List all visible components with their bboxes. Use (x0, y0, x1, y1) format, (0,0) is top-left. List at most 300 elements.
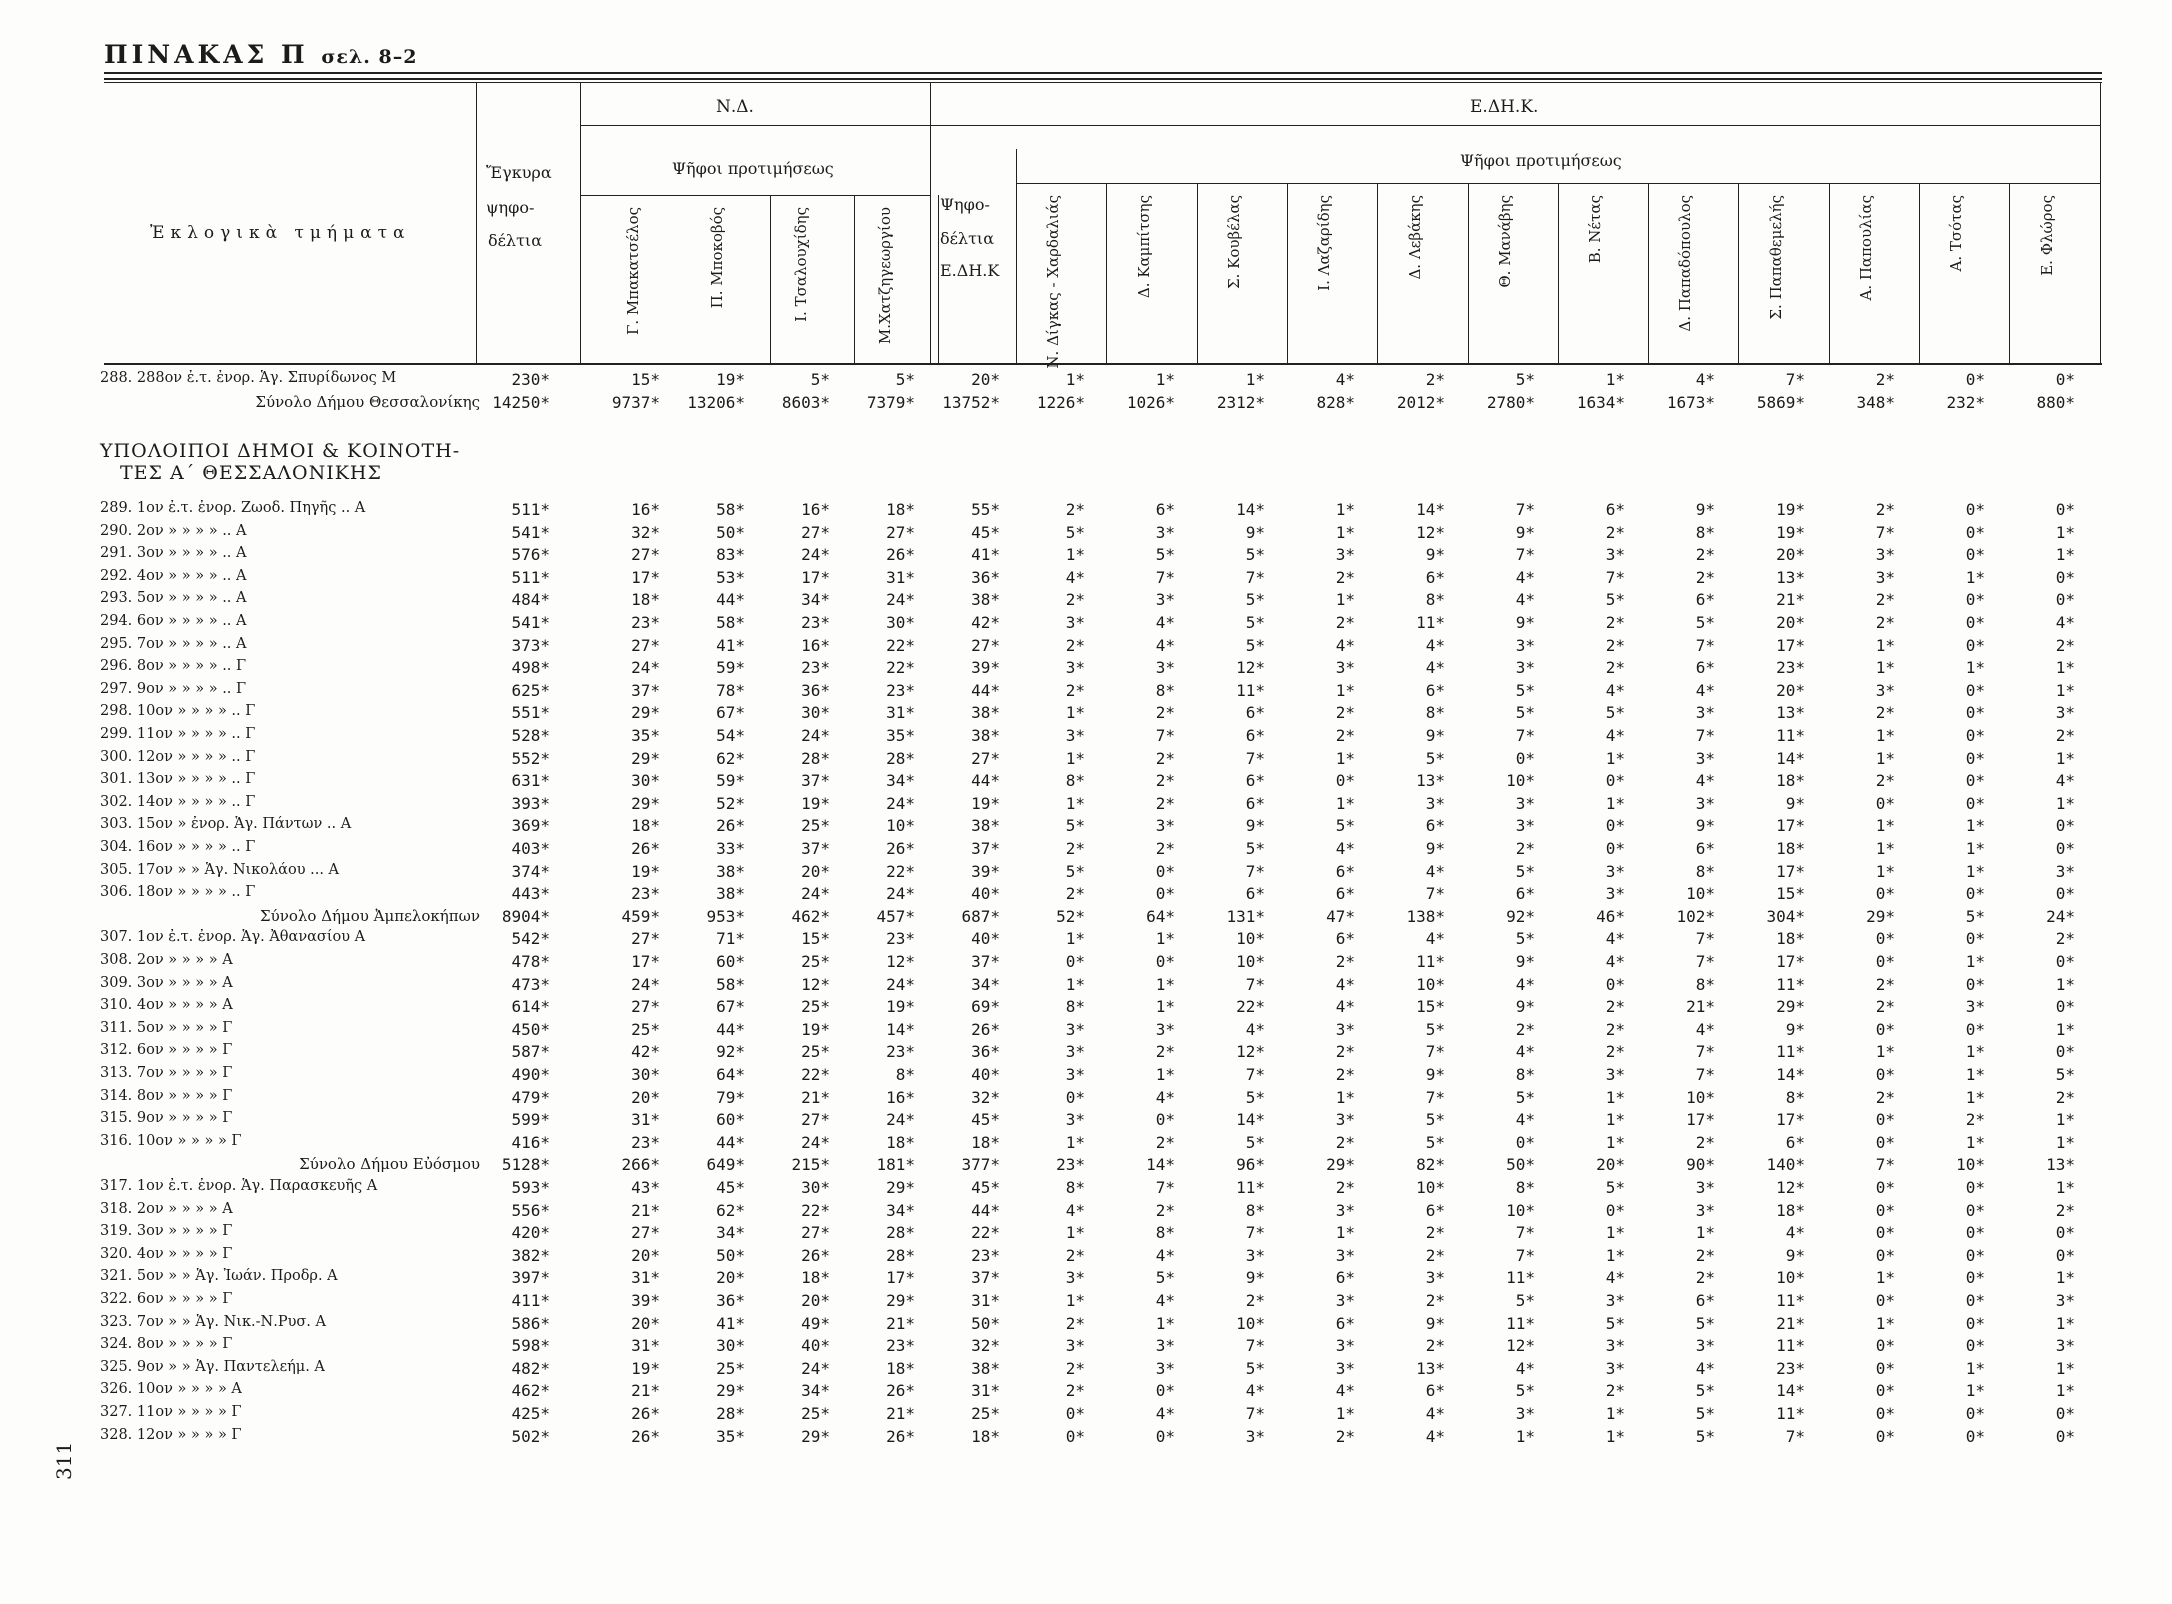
vote-cell: 4* (2055, 771, 2075, 791)
valid-ballots-header-2: ψηφο- (486, 198, 535, 217)
vote-cell: 4* (1695, 680, 1715, 700)
vote-cell: 7* (1515, 726, 1535, 745)
section-heading: ΥΠΟΛΟΙΠΟΙ ΔΗΜΟΙ & ΚΟΙΝΟΤΗ- (100, 440, 461, 462)
vote-cell: 2* (1875, 997, 1895, 1017)
vote-cell: 880* (2036, 392, 2075, 412)
vote-cell: 511* (511, 567, 550, 587)
vote-cell: 44* (716, 1132, 745, 1152)
vote-cell: 5* (1695, 1404, 1715, 1423)
vote-cell: 2* (1335, 1178, 1355, 1197)
vote-cell: 23* (801, 613, 830, 632)
vote-cell: 2* (1335, 1426, 1355, 1446)
section-name: 288. 288ον ἐ.τ. ἐνορ. Ἁγ. Σπυρίδωνος Μ (100, 370, 397, 386)
vote-cell: 15* (801, 929, 830, 949)
vote-cell: 27* (971, 635, 1000, 655)
table-row (100, 1314, 2110, 1336)
vote-cell: 8* (1065, 997, 1085, 1017)
table-row (100, 816, 2110, 838)
vote-cell: 10* (1686, 1087, 1715, 1107)
vote-cell: 9* (1425, 726, 1445, 745)
vote-cell: 5* (1695, 1426, 1715, 1446)
table-row (100, 1201, 2110, 1223)
vote-cell: 3* (1065, 1019, 1085, 1039)
vote-cell: 55* (971, 500, 1000, 519)
table-row (100, 1088, 2110, 1110)
vote-cell: 34* (886, 1200, 915, 1220)
vote-cell: 1* (1155, 997, 1175, 1017)
vote-cell: 25* (801, 997, 830, 1017)
vote-cell: 11* (1776, 1291, 1805, 1310)
vote-cell: 411* (511, 1291, 550, 1310)
vote-cell: 1* (1335, 793, 1355, 813)
vote-cell: 26* (631, 1404, 660, 1423)
vote-cell: 1* (1605, 748, 1625, 768)
vote-cell: 4* (1605, 929, 1625, 949)
vote-cell: 2* (1605, 997, 1625, 1017)
vote-cell: 3* (1065, 613, 1085, 632)
vote-cell: 38* (971, 590, 1000, 610)
vote-cell: 0* (2055, 1042, 2075, 1062)
vote-cell: 0* (1965, 500, 1985, 519)
vote-cell: 21* (631, 1381, 660, 1401)
vote-cell: 13752* (942, 392, 1000, 412)
vote-cell: 3* (1605, 1291, 1625, 1310)
vote-cell: 4* (1605, 1268, 1625, 1288)
vote-cell: 0* (1875, 1426, 1895, 1446)
vote-cell: 1* (1335, 500, 1355, 519)
vote-cell: 1* (2055, 1110, 2075, 1130)
vote-cell: 6* (1425, 1381, 1445, 1401)
vote-cell: 54* (716, 726, 745, 745)
edik-ballots-header-1: Ψηφο- (940, 195, 990, 214)
vote-cell: 31* (631, 1336, 660, 1356)
vote-cell: 7* (1245, 567, 1265, 587)
vote-cell: 5* (1605, 703, 1625, 723)
vote-cell: 3* (1875, 545, 1895, 565)
vote-cell: 25* (801, 816, 830, 836)
vote-cell: 348* (1856, 392, 1895, 412)
vote-cell: 1* (1605, 793, 1625, 813)
vote-cell: 26* (631, 839, 660, 858)
divider (1558, 183, 1559, 363)
vote-cell: 31* (886, 703, 915, 723)
vote-cell: 2* (1875, 703, 1895, 723)
vote-cell: 58* (716, 974, 745, 994)
vote-cell: 1* (1605, 1245, 1625, 1265)
vote-cell: 3* (1875, 680, 1895, 700)
vote-cell: 1* (2055, 1358, 2075, 1378)
vote-cell: 2* (1695, 567, 1715, 587)
vote-cell: 50* (716, 1245, 745, 1265)
vote-cell: 7* (1155, 1178, 1175, 1197)
vote-cell: 1* (1965, 1132, 1985, 1152)
vote-cell: 6* (1155, 500, 1175, 519)
vote-cell: 6* (1425, 680, 1445, 700)
vote-cell: 14* (1776, 748, 1805, 768)
vote-cell: 5* (1245, 635, 1265, 655)
vote-cell: 0* (1515, 1132, 1535, 1152)
vote-cell: 1673* (1666, 392, 1715, 412)
vote-cell: 462* (511, 1381, 550, 1401)
vote-cell: 12* (1236, 658, 1265, 678)
vote-cell: 5* (1515, 703, 1535, 723)
vote-cell: 0* (1965, 1268, 1985, 1288)
vote-cell: 3* (1065, 1268, 1085, 1288)
vote-cell: 25* (801, 952, 830, 971)
divider (2009, 183, 2010, 363)
vote-cell: 14* (886, 1019, 915, 1039)
vote-cell: 2* (1155, 1042, 1175, 1062)
vote-cell: 2312* (1216, 392, 1265, 412)
vote-cell: 1* (1965, 839, 1985, 858)
vote-cell: 0* (1965, 635, 1985, 655)
vote-cell: 1226* (1036, 392, 1085, 412)
vote-cell: 0* (1875, 1065, 1895, 1084)
vote-cell: 8* (1245, 1200, 1265, 1220)
table-row (100, 703, 2110, 725)
vote-cell: 7* (1605, 567, 1625, 587)
vote-cell: 45* (716, 1178, 745, 1197)
vote-cell: 24* (886, 974, 915, 994)
section-name: 296. 8ον » » » » .. Γ (100, 658, 247, 675)
vote-cell: 2* (1065, 635, 1085, 655)
vote-cell: 1* (1335, 680, 1355, 700)
vote-cell: 5* (1515, 370, 1535, 389)
vote-cell: 15* (1776, 884, 1805, 904)
vote-cell: 92* (1506, 906, 1535, 926)
vote-cell: 3* (1065, 726, 1085, 745)
vote-cell: 17* (631, 567, 660, 587)
vote-cell: 6* (1335, 1313, 1355, 1333)
vote-cell: 1* (1965, 1381, 1985, 1401)
vote-cell: 12* (1776, 1178, 1805, 1197)
vote-cell: 4* (1425, 1404, 1445, 1423)
section-name: 306. 18ον » » » » .. Γ (100, 884, 256, 901)
vote-cell: 457* (876, 906, 915, 926)
vote-cell: 6* (1695, 590, 1715, 610)
vote-cell: 5* (1425, 1132, 1445, 1152)
vote-cell: 6* (1695, 1291, 1715, 1310)
vote-cell: 1* (1875, 1268, 1895, 1288)
vote-cell: 416* (511, 1132, 550, 1152)
table-row (100, 997, 2110, 1019)
vote-cell: 5* (1515, 861, 1535, 881)
divider (1106, 183, 1107, 363)
vote-cell: 12* (1506, 1336, 1535, 1356)
vote-cell: 4* (1425, 658, 1445, 678)
vote-cell: 0* (1155, 1426, 1175, 1446)
vote-cell: 2* (1155, 748, 1175, 768)
vote-cell: 24* (801, 1132, 830, 1152)
vote-cell: 10* (1776, 1268, 1805, 1288)
vote-cell: 5* (2055, 1065, 2075, 1084)
vote-cell: 7* (1695, 1042, 1715, 1062)
vote-cell: 230* (511, 370, 550, 389)
divider (580, 195, 930, 196)
vote-cell: 38* (716, 861, 745, 881)
total-row (100, 1155, 2110, 1177)
vote-cell: 511* (511, 500, 550, 519)
vote-cell: 1* (1605, 370, 1625, 389)
vote-cell: 2* (1695, 1245, 1715, 1265)
vote-cell: 30* (886, 613, 915, 632)
vote-cell: 38* (716, 884, 745, 904)
vote-cell: 4* (1245, 1381, 1265, 1401)
vote-cell: 20* (971, 370, 1000, 389)
vote-cell: 0* (1875, 952, 1895, 971)
divider (2100, 83, 2101, 363)
vote-cell: 498* (511, 658, 550, 678)
vote-cell: 2* (1335, 1042, 1355, 1062)
total-row (100, 907, 2110, 929)
vote-cell: 1* (1065, 793, 1085, 813)
vote-cell: 3* (1605, 1358, 1625, 1378)
table-row (100, 839, 2110, 861)
vote-cell: 2* (2055, 929, 2075, 949)
edik-candidate-name: Α. Παπουλίας (1857, 195, 1875, 301)
vote-cell: 27* (631, 545, 660, 565)
vote-cell: 1* (1065, 370, 1085, 389)
section-name: 302. 14ον » » » » .. Γ (100, 793, 256, 810)
vote-cell: 1* (1605, 1132, 1625, 1152)
vote-cell: 10* (1236, 952, 1265, 971)
vote-cell: 528* (511, 726, 550, 745)
vote-cell: 1* (1065, 974, 1085, 994)
vote-cell: 0* (2055, 500, 2075, 519)
vote-cell: 0* (1965, 613, 1985, 632)
rule-top-2 (104, 78, 2102, 80)
vote-cell: 7* (1515, 545, 1535, 565)
vote-cell: 20* (801, 861, 830, 881)
vote-cell: 1* (1965, 1087, 1985, 1107)
table-row (100, 929, 2110, 951)
vote-cell: 5* (1245, 1087, 1265, 1107)
vote-cell: 2* (1155, 703, 1175, 723)
vote-cell: 1* (1965, 952, 1985, 971)
vote-cell: 4* (1515, 1110, 1535, 1130)
section-name: 292. 4ον » » » » .. Α (100, 567, 247, 584)
vote-cell: 0* (1965, 545, 1985, 565)
vote-cell: 3* (2055, 703, 2075, 723)
vote-cell: 2* (1605, 1019, 1625, 1039)
vote-cell: 18* (1776, 839, 1805, 858)
vote-cell: 2* (1425, 1291, 1445, 1310)
vote-cell: 37* (801, 839, 830, 858)
vote-cell: 19* (971, 793, 1000, 813)
vote-cell: 4* (1605, 726, 1625, 745)
vote-cell: 4* (1515, 567, 1535, 587)
vote-cell: 0* (1605, 974, 1625, 994)
table-row (100, 1336, 2110, 1358)
vote-cell: 23* (1776, 658, 1805, 678)
vote-cell: 6* (1425, 1200, 1445, 1220)
table-row (100, 613, 2110, 635)
vote-cell: 36* (971, 567, 1000, 587)
vote-cell: 24* (2046, 906, 2075, 926)
vote-cell: 541* (511, 613, 550, 632)
vote-cell: 8* (1695, 522, 1715, 542)
section-name: 289. 1ον ἐ.τ. ἐνορ. Ζωοδ. Πηγῆς .. Α (100, 500, 366, 516)
table-row (100, 884, 2110, 906)
vote-cell: 1* (1965, 861, 1985, 881)
vote-cell: 37* (971, 952, 1000, 971)
vote-cell: 479* (511, 1087, 550, 1107)
vote-cell: 1634* (1576, 392, 1625, 412)
vote-cell: 138* (1406, 906, 1445, 926)
vote-cell: 443* (511, 884, 550, 904)
vote-cell: 2* (1245, 1291, 1265, 1310)
page-title (104, 40, 417, 69)
vote-cell: 0* (1965, 1245, 1985, 1265)
vote-cell: 3* (1515, 635, 1535, 655)
vote-cell: 397* (511, 1268, 550, 1288)
vote-cell: 3* (1155, 1019, 1175, 1039)
vote-cell: 6* (1245, 726, 1265, 745)
vote-cell: 8* (1065, 1178, 1085, 1197)
vote-cell: 1* (1875, 861, 1895, 881)
vote-cell: 30* (801, 703, 830, 723)
vote-cell: 9* (1425, 545, 1445, 565)
vote-cell: 587* (511, 1042, 550, 1062)
edik-preference-header: Ψῆφοι προτιμήσεως (1460, 151, 1622, 170)
vote-cell: 2* (1875, 974, 1895, 994)
vote-cell: 20* (631, 1087, 660, 1107)
vote-cell: 18* (971, 1132, 1000, 1152)
vote-cell: 490* (511, 1065, 550, 1084)
vote-cell: 10* (1686, 884, 1715, 904)
vote-cell: 7* (1695, 635, 1715, 655)
vote-cell: 5* (1245, 613, 1265, 632)
vote-cell: 3* (1155, 1358, 1175, 1378)
table-row (100, 1291, 2110, 1313)
vote-cell: 1* (1065, 748, 1085, 768)
vote-cell: 1* (1875, 635, 1895, 655)
vote-cell: 9* (1425, 1065, 1445, 1084)
table-row (100, 568, 2110, 590)
vote-cell: 382* (511, 1245, 550, 1265)
edik-candidate-name: Β. Νέτας (1586, 195, 1605, 264)
table-row (100, 1110, 2110, 1132)
vote-cell: 15* (631, 370, 660, 389)
table-title: ΠΙΝΑΚΑΣ Π (104, 40, 309, 69)
vote-cell: 26* (801, 1245, 830, 1265)
vote-cell: 12* (1236, 1042, 1265, 1062)
vote-cell: 13206* (687, 392, 745, 412)
vote-cell: 2* (1605, 1042, 1625, 1062)
vote-cell: 369* (511, 816, 550, 836)
vote-cell: 953* (706, 906, 745, 926)
vote-cell: 2* (2055, 1087, 2075, 1107)
vote-cell: 0* (1965, 929, 1985, 949)
vote-cell: 37* (971, 839, 1000, 858)
nd-candidate-name: Γ. Μπακατσέλος (624, 207, 642, 336)
vote-cell: 14* (1776, 1381, 1805, 1401)
vote-cell: 5* (1515, 1087, 1535, 1107)
vote-cell: 8603* (781, 392, 830, 412)
vote-cell: 0* (1965, 1426, 1985, 1446)
vote-cell: 5869* (1756, 392, 1805, 412)
vote-cell: 7* (1245, 1065, 1265, 1084)
vote-cell: 67* (716, 997, 745, 1017)
vote-cell: 13* (1776, 703, 1805, 723)
vote-cell: 17* (1776, 952, 1805, 971)
vote-cell: 1* (1965, 816, 1985, 836)
vote-cell: 11* (1776, 1404, 1805, 1423)
vote-cell: 1* (1065, 1291, 1085, 1310)
vote-cell: 8* (1425, 590, 1445, 610)
vote-cell: 1* (1605, 1426, 1625, 1446)
vote-cell: 10* (1236, 1313, 1265, 1333)
vote-cell: 0* (2055, 590, 2075, 610)
nd-preference-header: Ψῆφοι προτιμήσεως (672, 159, 834, 178)
vote-cell: 0* (1155, 1110, 1175, 1130)
edik-candidate-name: Ι. Λαζαρίδης (1315, 195, 1334, 291)
vote-cell: 23* (886, 1336, 915, 1356)
vote-cell: 1* (2055, 793, 2075, 813)
vote-cell: 27* (886, 522, 915, 542)
vote-cell: 5* (1695, 1381, 1715, 1401)
vote-cell: 6* (1335, 929, 1355, 949)
vote-cell: 1* (2055, 545, 2075, 565)
table-row (100, 726, 2110, 748)
vote-cell: 30* (631, 1065, 660, 1084)
vote-cell: 4* (1605, 952, 1625, 971)
vote-cell: 1* (1335, 1087, 1355, 1107)
vote-cell: 2* (1065, 680, 1085, 700)
vote-cell: 83* (716, 545, 745, 565)
vote-cell: 20* (716, 1268, 745, 1288)
vote-cell: 26* (971, 1019, 1000, 1039)
section-name: 294. 6ον » » » » .. Α (100, 613, 247, 629)
vote-cell: 2* (1875, 1087, 1895, 1107)
vote-cell: 2* (1155, 1132, 1175, 1152)
vote-cell: 4* (1155, 1087, 1175, 1107)
vote-cell: 8* (1515, 1178, 1535, 1197)
vote-cell: 2* (1695, 1132, 1715, 1152)
vote-cell: 181* (876, 1155, 915, 1175)
vote-cell: 1* (1965, 567, 1985, 587)
section-name: 318. 2ον » » » » Α (100, 1200, 233, 1217)
section-name: 321. 5ον » » Ἁγ. Ἰωάν. Προδρ. Α (100, 1268, 338, 1285)
vote-cell: 17* (1776, 816, 1805, 836)
vote-cell: 232* (1946, 392, 1985, 412)
vote-cell: 3* (1245, 1245, 1265, 1265)
nd-candidate-name: Μ.Χατζηγεωργίου (876, 207, 894, 345)
vote-cell: 7* (1155, 567, 1175, 587)
vote-cell: 7* (1245, 861, 1265, 881)
vote-cell: 631* (511, 771, 550, 791)
edik-ballots-header-2: δέλτια (940, 229, 994, 248)
divider (1738, 183, 1739, 363)
vote-cell: 5* (1515, 1291, 1535, 1310)
vote-cell: 374* (511, 861, 550, 881)
vote-cell: 625* (511, 680, 550, 700)
section-name: 308. 2ον » » » » Α (100, 952, 233, 968)
vote-cell: 24* (801, 726, 830, 745)
vote-cell: 20* (1776, 545, 1805, 565)
vote-cell: 0* (1065, 1087, 1085, 1107)
vote-cell: 0* (1155, 952, 1175, 971)
vote-cell: 1* (1965, 1042, 1985, 1062)
vote-cell: 60* (716, 952, 745, 971)
vote-cell: 92* (716, 1042, 745, 1062)
vote-cell: 10* (1506, 1200, 1535, 1220)
vote-cell: 11* (1506, 1268, 1535, 1288)
vote-cell: 11* (1506, 1313, 1535, 1333)
vote-cell: 3* (1695, 703, 1715, 723)
vote-cell: 45* (971, 1178, 1000, 1197)
vote-cell: 45* (971, 1110, 1000, 1130)
